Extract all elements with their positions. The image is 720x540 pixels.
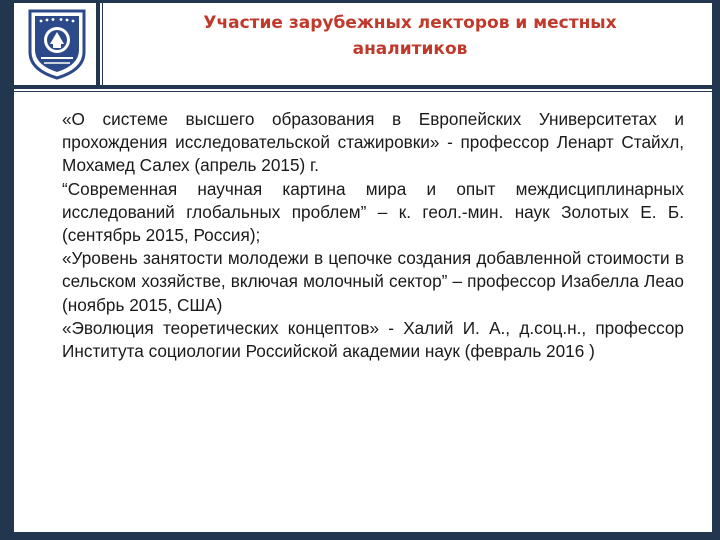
frame-bottom [0,532,720,540]
header-rule-thin [14,91,712,92]
university-emblem-icon [27,8,87,80]
slide-title-line-1: Участие зарубежных лекторов и местных [203,13,617,33]
frame-top [0,0,720,3]
frame-right [712,0,720,540]
lecture-item-1: «О системе высшего образования в Европейских Университетах и прохождения исследовательской стажировки» - профессор Ленарт Стайхл, Мохамед Салех (апрель 2015) г. [62,109,684,176]
header-rule [14,85,712,89]
header-vertical-rule-thin [102,3,103,88]
lecture-list [62,108,684,363]
frame-left [0,0,14,540]
header-vertical-rule [96,3,100,88]
slide-title [110,10,710,62]
slide-title-line-2: аналитиков [352,39,468,59]
lecture-item-3: «Уровень занятости молодежи в цепочке создания добавленной стоимости в сельском хозяйстве, включая молочный сектор” – профессор Изабелла Леао (ноябрь 2015, США) [62,248,684,315]
lecture-item-2: “Современная научная картина мира и опыт междисциплинарных исследований глобальных проблем” – к. геол.-мин. наук Золотых Е. Б. (сентябрь 2015, Россия); [62,178,684,246]
lecture-item-4: «Эволюция теоретических концептов» - Халий И. А., д.соц.н., профессор Института социологии Российской академии наук (февраль 2016 ) [62,317,684,362]
